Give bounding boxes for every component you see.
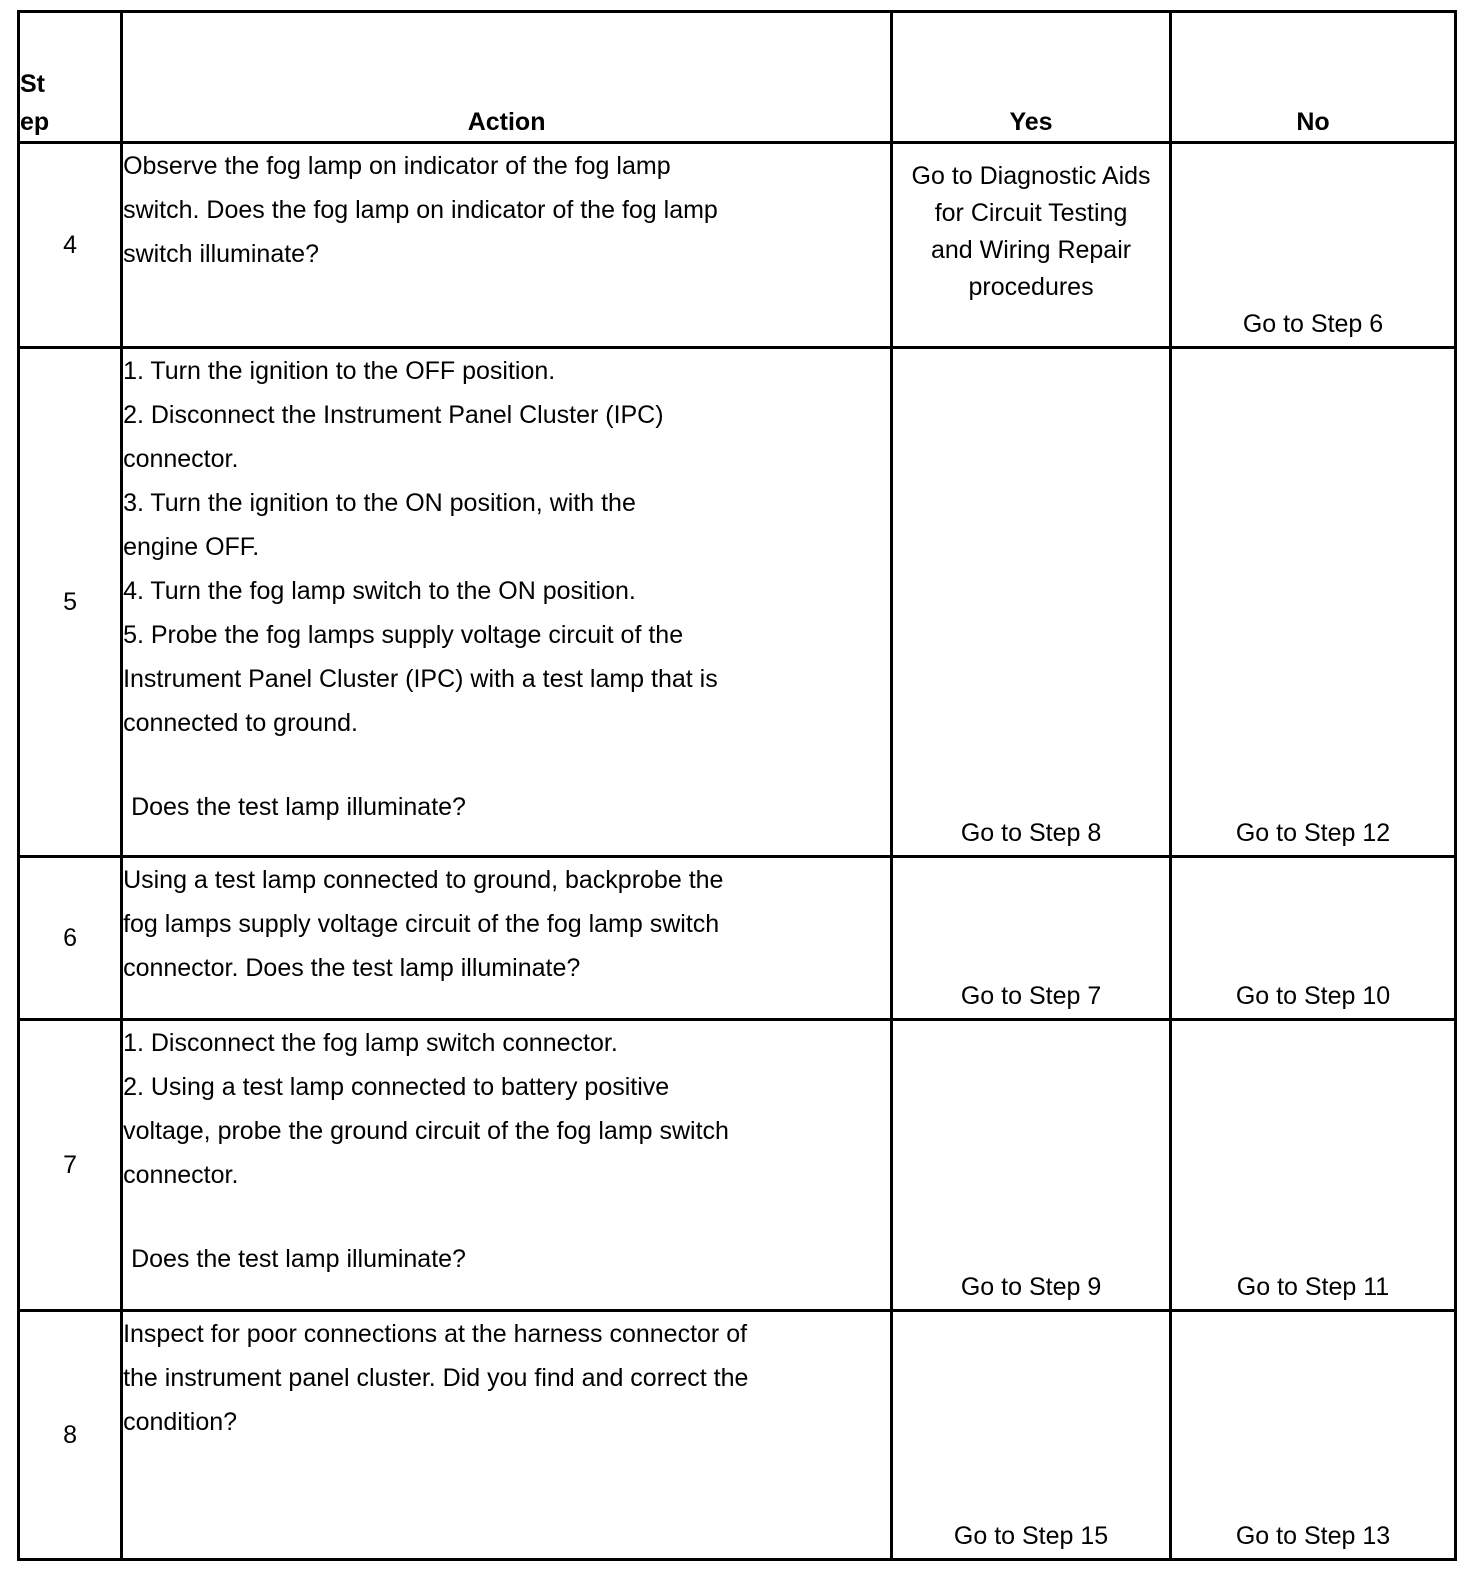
table-row (19, 348, 1456, 857)
header-yes: Yes (892, 12, 1171, 143)
action-line: Using a test lamp connected to ground, backprobe the (123, 866, 724, 894)
action-cell (122, 857, 892, 1020)
yes-line: for Circuit Testing (934, 199, 1128, 227)
yes-cell: Go to Step 15 (892, 1311, 1171, 1560)
no-cell: Go to Step 11 (1171, 1020, 1456, 1311)
action-cell (122, 1311, 892, 1560)
table-row (19, 857, 1456, 1020)
step-number: 4 (19, 143, 122, 348)
action-cell (122, 143, 892, 348)
no-cell: Go to Step 6 (1171, 143, 1456, 348)
action-question: Does the test lamp illuminate? (131, 793, 466, 821)
step-number: 8 (19, 1311, 122, 1560)
action-line: Inspect for poor connections at the harness connector of (123, 1320, 748, 1348)
action-line: 5. Probe the fog lamps supply voltage circuit of the (123, 621, 684, 649)
yes-line: and Wiring Repair (931, 236, 1132, 264)
header-no: No (1171, 12, 1456, 143)
action-line: 1. Turn the ignition to the OFF position. (123, 357, 556, 385)
action-line: connector. (123, 445, 239, 473)
action-line: the instrument panel cluster. Did you find and correct the (123, 1364, 749, 1392)
yes-line: procedures (968, 273, 1094, 301)
action-line: engine OFF. (123, 533, 260, 561)
header-row (19, 12, 1456, 143)
header-step (19, 12, 122, 143)
table-row (19, 1311, 1456, 1560)
no-cell: Go to Step 13 (1171, 1311, 1456, 1560)
header-step-line2: ep (20, 108, 50, 136)
header-step-line1: St (20, 70, 45, 98)
table-row (19, 1020, 1456, 1311)
action-cell (122, 348, 892, 857)
action-line: connector. (123, 1161, 239, 1189)
action-line: 1. Disconnect the fog lamp switch connector. (123, 1029, 618, 1057)
action-line: connector. Does the test lamp illuminate? (123, 954, 581, 982)
action-line: voltage, probe the ground circuit of the fog lamp switch (123, 1117, 729, 1145)
action-line: connected to ground. (123, 709, 358, 737)
action-line: Observe the fog lamp on indicator of the fog lamp (123, 152, 671, 180)
header-action: Action (122, 12, 892, 143)
yes-cell: Go to Step 7 (892, 857, 1171, 1020)
action-line: switch. Does the fog lamp on indicator of the fog lamp (123, 196, 718, 224)
step-number: 6 (19, 857, 122, 1020)
step-number: 5 (19, 348, 122, 857)
action-line: 2. Using a test lamp connected to battery positive (123, 1073, 670, 1101)
action-line: fog lamps supply voltage circuit of the fog lamp switch (123, 910, 720, 938)
step-number: 7 (19, 1020, 122, 1311)
action-question: Does the test lamp illuminate? (131, 1245, 466, 1273)
yes-cell (892, 143, 1171, 348)
action-cell (122, 1020, 892, 1311)
table-row (19, 143, 1456, 348)
yes-cell: Go to Step 9 (892, 1020, 1171, 1311)
action-line: 4. Turn the fog lamp switch to the ON position. (123, 577, 636, 605)
action-line: condition? (123, 1408, 238, 1436)
no-cell: Go to Step 10 (1171, 857, 1456, 1020)
yes-cell: Go to Step 8 (892, 348, 1171, 857)
no-cell: Go to Step 12 (1171, 348, 1456, 857)
action-line: 2. Disconnect the Instrument Panel Cluster (IPC) (123, 401, 664, 429)
action-line: Instrument Panel Cluster (IPC) with a test lamp that is (123, 665, 718, 693)
yes-line: Go to Diagnostic Aids (911, 162, 1151, 190)
diagnostic-table (17, 10, 1457, 1561)
action-line: 3. Turn the ignition to the ON position, with the (123, 489, 636, 517)
action-line: switch illuminate? (123, 240, 319, 268)
